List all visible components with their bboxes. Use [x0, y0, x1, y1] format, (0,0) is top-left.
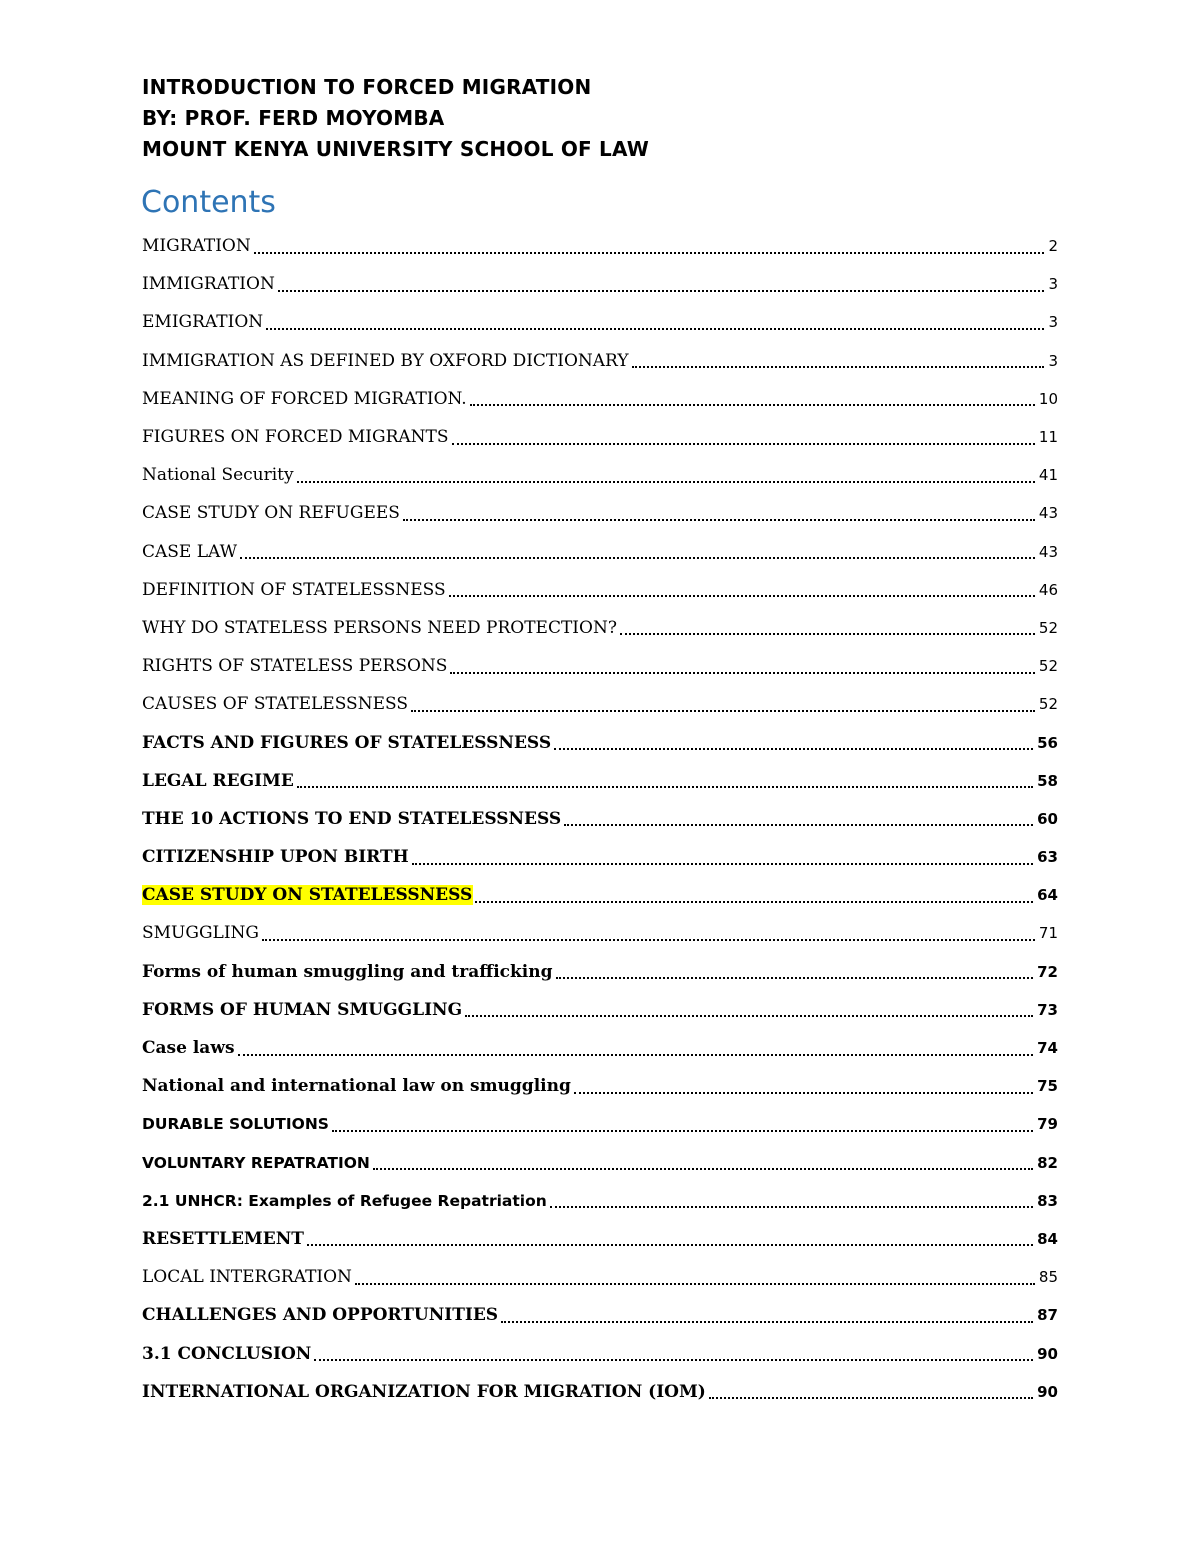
toc-dot-leader	[355, 1282, 1035, 1285]
toc-entry-page-number: 73	[1037, 1000, 1058, 1019]
toc-entry[interactable]	[142, 914, 1058, 952]
toc-dot-leader	[266, 327, 1044, 330]
toc-dot-leader	[314, 1358, 1033, 1361]
toc-entry-label: FACTS AND FIGURES OF STATELESSNESS	[142, 732, 552, 753]
toc-entry-label: IMMIGRATION	[142, 274, 275, 295]
toc-entry-label: CAUSES OF STATELESSNESS	[142, 694, 408, 715]
toc-dot-leader	[564, 823, 1033, 826]
toc-entry-label: MIGRATION	[142, 236, 251, 257]
toc-entry-label: MEANING OF FORCED MIGRATION.	[142, 388, 467, 409]
toc-dot-leader	[449, 594, 1035, 597]
toc-dot-leader	[450, 671, 1034, 674]
toc-entry-label: SMUGGLING	[142, 923, 259, 944]
toc-entry[interactable]	[142, 1296, 1058, 1334]
toc-entry[interactable]	[142, 571, 1058, 609]
toc-entry-label: LOCAL INTERGRATION	[142, 1267, 352, 1288]
toc-entry-page-number: 58	[1037, 771, 1058, 790]
toc-entry[interactable]	[142, 609, 1058, 647]
contents-heading: Contents	[141, 185, 276, 220]
toc-entry-label: FORMS OF HUMAN SMUGGLING	[142, 999, 463, 1020]
toc-dot-leader	[574, 1091, 1033, 1094]
course-title: INTRODUCTION TO FORCED MIGRATION	[142, 75, 592, 99]
toc-entry-label: National and international law on smuggling	[142, 1076, 571, 1097]
toc-dot-leader	[452, 442, 1035, 445]
toc-dot-leader	[556, 976, 1034, 979]
toc-entry-label: DURABLE SOLUTIONS	[142, 1115, 329, 1134]
toc-entry[interactable]	[142, 303, 1058, 341]
toc-dot-leader	[297, 480, 1035, 483]
toc-entry-page-number: 11	[1038, 428, 1058, 447]
toc-entry-page-number: 82	[1037, 1153, 1058, 1172]
toc-entry-page-number: 41	[1038, 466, 1058, 485]
toc-dot-leader	[238, 1053, 1034, 1056]
toc-entry-page-number: 85	[1038, 1268, 1058, 1287]
toc-entry-label: 2.1 UNHCR: Examples of Refugee Repatriation	[142, 1191, 547, 1210]
toc-entry-label: INTERNATIONAL ORGANIZATION FOR MIGRATION (IOM)	[142, 1381, 706, 1402]
author-line: BY: PROF. FERD MOYOMBA	[142, 106, 445, 130]
toc-entry-page-number: 90	[1037, 1344, 1058, 1363]
toc-entry-page-number: 3	[1048, 313, 1058, 332]
toc-entry-page-number: 84	[1037, 1229, 1058, 1248]
toc-dot-leader	[297, 785, 1033, 788]
toc-entry[interactable]	[142, 1373, 1058, 1411]
toc-entry[interactable]	[142, 1067, 1058, 1105]
toc-entry-label: CASE LAW	[142, 541, 238, 562]
toc-entry-page-number: 72	[1037, 962, 1058, 981]
toc-dot-leader	[278, 289, 1045, 292]
toc-dot-leader	[554, 747, 1033, 750]
toc-entry[interactable]	[142, 1258, 1058, 1296]
toc-entry-label: RIGHTS OF STATELESS PERSONS	[142, 656, 448, 677]
toc-entry-label: THE 10 ACTIONS TO END STATELESSNESS	[142, 808, 562, 829]
toc-dot-leader	[307, 1243, 1033, 1246]
toc-entry-page-number: 60	[1037, 809, 1058, 828]
toc-entry[interactable]	[142, 991, 1058, 1029]
toc-dot-leader	[620, 632, 1035, 635]
toc-entry-label: FIGURES ON FORCED MIGRANTS	[142, 427, 449, 448]
toc-dot-leader	[254, 251, 1045, 254]
toc-dot-leader	[332, 1129, 1033, 1132]
toc-entry[interactable]	[142, 953, 1058, 991]
toc-entry-page-number: 43	[1038, 542, 1058, 561]
toc-entry-page-number: 74	[1037, 1039, 1058, 1058]
toc-entry-page-number: 2	[1048, 237, 1058, 256]
toc-entry-label: CASE STUDY ON REFUGEES	[142, 503, 400, 524]
toc-entry[interactable]	[142, 1029, 1058, 1067]
toc-entry-page-number: 3	[1048, 351, 1058, 370]
institution-line: MOUNT KENYA UNIVERSITY SCHOOL OF LAW	[142, 137, 650, 161]
toc-entry[interactable]	[142, 1105, 1058, 1143]
toc-entry-label: 3.1 CONCLUSION	[142, 1343, 312, 1364]
toc-dot-leader	[465, 1014, 1033, 1017]
toc-entry-label: CITIZENSHIP UPON BIRTH	[142, 847, 409, 868]
toc-entry[interactable]	[142, 533, 1058, 571]
document-header	[142, 72, 649, 165]
toc-entry-label: CASE STUDY ON STATELESSNESS	[142, 885, 473, 906]
toc-entry-page-number: 3	[1048, 275, 1058, 294]
toc-entry[interactable]	[142, 838, 1058, 876]
toc-dot-leader	[403, 518, 1035, 521]
toc-entry[interactable]	[142, 342, 1058, 380]
toc-dot-leader	[709, 1396, 1033, 1399]
toc-entry[interactable]	[142, 647, 1058, 685]
toc-entry-page-number: 63	[1037, 848, 1058, 867]
toc-dot-leader	[501, 1320, 1033, 1323]
toc-entry-label: WHY DO STATELESS PERSONS NEED PROTECTION?	[142, 617, 617, 638]
toc-entry[interactable]	[142, 876, 1058, 914]
toc-entry-label: LEGAL REGIME	[142, 770, 294, 791]
toc-dot-leader	[240, 556, 1035, 559]
toc-entry[interactable]	[142, 685, 1058, 723]
toc-dot-leader	[262, 938, 1035, 941]
toc-entry-page-number: 56	[1037, 733, 1058, 752]
toc-entry[interactable]	[142, 227, 1058, 265]
toc-entry-label: CHALLENGES AND OPPORTUNITIES	[142, 1305, 499, 1326]
toc-entry-label: EMIGRATION	[142, 312, 264, 333]
toc-entry[interactable]	[142, 1220, 1058, 1258]
toc-entry-page-number: 90	[1037, 1382, 1058, 1401]
toc-dot-leader	[475, 900, 1033, 903]
toc-entry[interactable]	[142, 1144, 1058, 1182]
toc-entry[interactable]	[142, 380, 1058, 418]
toc-entry-label: Case laws	[142, 1038, 235, 1059]
toc-entry-page-number: 46	[1038, 580, 1058, 599]
toc-entry-page-number: 52	[1038, 657, 1058, 676]
toc-entry-label: RESETTLEMENT	[142, 1228, 304, 1249]
toc-dot-leader	[373, 1167, 1033, 1170]
toc-entry[interactable]	[142, 723, 1058, 761]
toc-dot-leader	[632, 365, 1045, 368]
toc-entry[interactable]	[142, 265, 1058, 303]
toc-dot-leader	[470, 403, 1035, 406]
toc-entry[interactable]	[142, 418, 1058, 456]
toc-entry[interactable]	[142, 1334, 1058, 1372]
toc-entry-page-number: 83	[1037, 1191, 1058, 1210]
toc-entry-page-number: 52	[1038, 618, 1058, 637]
toc-dot-leader	[550, 1205, 1033, 1208]
toc-entry[interactable]	[142, 800, 1058, 838]
toc-entry-page-number: 64	[1037, 886, 1058, 905]
toc-entry-label: IMMIGRATION AS DEFINED BY OXFORD DICTIONARY	[142, 350, 629, 371]
toc-entry-label: Forms of human smuggling and trafficking	[142, 961, 553, 982]
toc-entry-label: VOLUNTARY REPATRATION	[142, 1153, 370, 1172]
toc-entry-page-number: 75	[1037, 1077, 1058, 1096]
toc-entry-page-number: 87	[1037, 1306, 1058, 1325]
toc-entry[interactable]	[142, 1182, 1058, 1220]
toc-entry-label: National Security	[142, 465, 294, 486]
toc-entry[interactable]	[142, 762, 1058, 800]
toc-dot-leader	[412, 862, 1033, 865]
toc-entry-label: DEFINITION OF STATELESSNESS	[142, 579, 446, 600]
toc-entry-page-number: 10	[1038, 389, 1058, 408]
toc-entry[interactable]	[142, 494, 1058, 532]
toc-entry-page-number: 43	[1038, 504, 1058, 523]
toc-entry-page-number: 52	[1038, 695, 1058, 714]
toc-entry[interactable]	[142, 456, 1058, 494]
toc-entry-page-number: 71	[1038, 924, 1058, 943]
toc-entry-page-number: 79	[1037, 1115, 1058, 1134]
toc-dot-leader	[411, 709, 1035, 712]
table-of-contents	[142, 227, 1058, 1411]
